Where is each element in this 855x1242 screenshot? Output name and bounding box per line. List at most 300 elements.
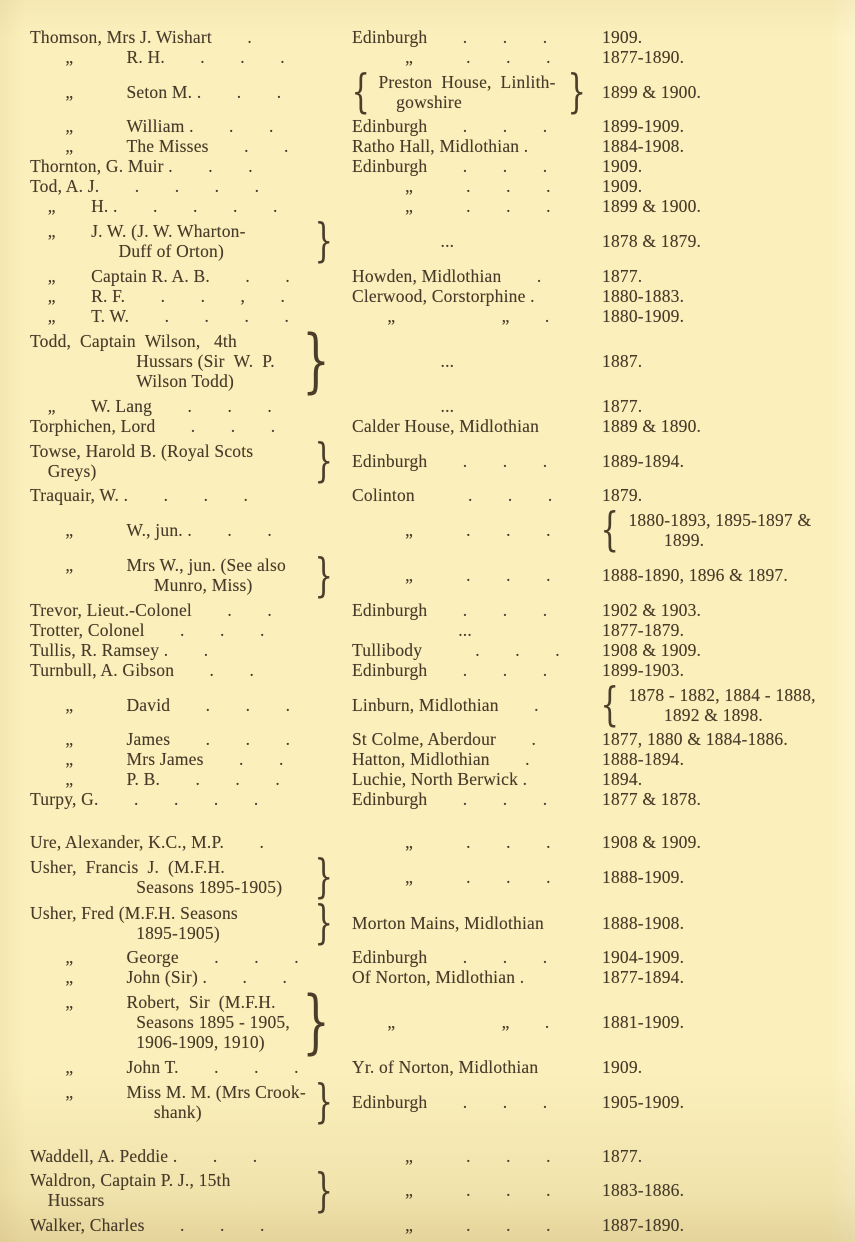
name-cell <box>30 894 352 949</box>
name-cell <box>30 1215 352 1235</box>
place-text-line: Yr. of Norton, Midlothian <box>352 1057 539 1078</box>
name-text <box>30 1215 265 1235</box>
place-text-line: Edinburgh . . . <box>352 116 548 137</box>
place-text <box>352 176 551 196</box>
place-cell <box>352 176 602 196</box>
name-cell <box>30 600 352 620</box>
name-cell <box>30 116 352 136</box>
name-text-line: Ure, Alexander, K.C., M.P. . <box>30 832 265 853</box>
name-text-line: Towse, Harold B. (Royal Scots <box>30 440 254 461</box>
directory-row <box>30 213 839 268</box>
name-cell <box>30 769 352 789</box>
place-text <box>352 620 472 640</box>
place-text-line: gowshire <box>378 91 462 112</box>
name-text-line: Seasons 1895 - 1905, <box>30 1012 290 1033</box>
years-text <box>602 729 788 749</box>
place-text-line: Edinburgh . . . <box>352 660 548 681</box>
name-text <box>30 27 252 47</box>
years-text <box>602 116 684 136</box>
place-cell <box>352 1215 602 1235</box>
name-text-line: „ John (Sir) . . . <box>30 967 288 988</box>
name-text-line: „ James . . . <box>30 729 291 750</box>
years-cell <box>602 27 839 47</box>
place-text <box>352 451 547 471</box>
years-cell <box>602 231 839 251</box>
place-cell <box>352 416 602 436</box>
name-text <box>30 789 258 809</box>
years-text <box>602 620 684 640</box>
years-text <box>602 351 642 371</box>
name-text <box>30 967 287 987</box>
place-cell <box>352 913 602 933</box>
years-text-line: 1880-1883. <box>602 285 685 306</box>
years-cell <box>602 913 839 933</box>
place-text <box>352 156 547 176</box>
years-cell <box>602 565 839 585</box>
directory-row <box>30 502 839 557</box>
name-text-line: Usher, Fred (M.F.H. Seasons <box>30 902 238 923</box>
years-text-line: 1877-1879. <box>602 620 685 641</box>
place-text <box>352 27 547 47</box>
name-text-line: „ David . . . <box>30 694 291 715</box>
name-text-line: „ Mrs James . . <box>30 749 284 770</box>
years-text-line: 1880-1909. <box>602 305 685 326</box>
place-text-line: Howden, Midlothian . <box>352 265 542 286</box>
place-cell <box>352 1057 602 1077</box>
name-text-line: Walker, Charles . . . <box>30 1215 265 1236</box>
years-text <box>602 266 642 286</box>
years-text-line: 1877-1890. <box>602 47 685 67</box>
name-cell <box>30 196 352 216</box>
name-cell <box>30 789 352 809</box>
years-cell <box>602 1146 839 1166</box>
years-text-line: 1909. <box>602 156 643 177</box>
directory-row <box>30 1162 839 1217</box>
name-text <box>30 116 274 136</box>
years-text-line: 1877 & 1878. <box>602 789 702 810</box>
years-text-line: 1909. <box>602 1057 643 1078</box>
years-cell <box>602 1012 839 1032</box>
years-text <box>602 749 684 769</box>
directory-row <box>30 432 839 487</box>
years-cell <box>602 196 839 216</box>
years-cell <box>602 749 839 769</box>
closing-brace: } <box>314 432 333 487</box>
years-cell <box>602 640 839 660</box>
place-cell <box>352 1092 602 1112</box>
directory-row <box>30 1215 839 1235</box>
name-text <box>30 992 290 1052</box>
name-cell <box>30 695 352 715</box>
name-cell <box>30 320 352 401</box>
years-text-line: 1881-1909. <box>602 1012 685 1033</box>
directory-row <box>30 64 839 118</box>
closing-brace: } <box>302 320 330 401</box>
name-cell <box>30 266 352 286</box>
years-cell <box>602 351 839 371</box>
directory-row <box>30 677 839 732</box>
place-text <box>352 116 547 136</box>
place-text <box>352 1012 550 1032</box>
years-cell <box>602 451 839 471</box>
name-text-line: Turnbull, A. Gibson . . <box>30 660 255 681</box>
name-text <box>30 640 208 660</box>
place-text <box>352 1215 551 1235</box>
years-cell <box>602 967 839 987</box>
years-text <box>602 451 684 471</box>
years-text-line: 1894. <box>602 769 643 790</box>
directory-row <box>30 286 839 306</box>
closing-brace: } <box>314 849 333 904</box>
name-cell <box>30 416 352 436</box>
years-text-line: 1878 - 1882, 1884 - 1888, <box>628 684 816 705</box>
name-cell <box>30 485 352 505</box>
place-text <box>378 72 555 112</box>
years-text-line: 1889-1894. <box>602 450 685 471</box>
name-text-line: Greys) <box>30 460 97 481</box>
years-cell <box>602 1180 839 1200</box>
place-text-line: „ „ . <box>352 1012 550 1033</box>
years-text-line: 1905-1909. <box>602 1092 685 1112</box>
place-text <box>352 136 528 156</box>
place-text-line: „ . . . <box>352 519 551 540</box>
place-text-line: ... <box>352 350 455 371</box>
name-text <box>30 695 290 715</box>
name-cell <box>30 156 352 176</box>
years-cell <box>602 769 839 789</box>
name-text <box>30 136 289 156</box>
name-text-line: „ J. W. (J. W. Wharton- <box>30 221 246 242</box>
name-text-line: Tullis, R. Ramsey . . <box>30 640 209 661</box>
name-text <box>30 1057 299 1077</box>
place-text <box>352 266 541 286</box>
place-text <box>352 967 524 987</box>
years-text-line: 1887. <box>602 350 643 371</box>
place-text <box>352 867 551 887</box>
directory-row <box>30 266 839 286</box>
years-text <box>602 867 684 887</box>
place-text <box>352 351 454 371</box>
name-text <box>30 769 280 789</box>
directory-row <box>30 967 839 987</box>
directory-list <box>30 27 839 1235</box>
name-text-line: Tod, A. J. . . . . <box>30 176 260 197</box>
name-text-line: Hussars <box>30 1190 105 1211</box>
place-cell <box>352 565 602 585</box>
place-cell <box>352 620 602 640</box>
place-cell <box>352 396 602 416</box>
directory-row <box>30 600 839 620</box>
place-text-line: Colinton . . . <box>352 485 553 506</box>
place-text-line: Edinburgh . . . <box>352 600 548 621</box>
place-cell <box>352 789 602 809</box>
name-text-line: 1895-1905) <box>30 922 220 943</box>
name-text-line: „ T. W. . . . . <box>30 305 290 326</box>
place-cell <box>352 266 602 286</box>
name-text <box>30 306 289 326</box>
years-cell <box>602 1215 839 1235</box>
years-cell <box>602 867 839 887</box>
years-cell <box>602 947 839 967</box>
directory-row <box>30 729 839 749</box>
place-text-line: „ . . . <box>352 196 551 217</box>
place-text-line: ... <box>352 395 455 416</box>
name-text-line: Thomson, Mrs J. Wishart . <box>30 27 252 47</box>
name-cell <box>30 749 352 769</box>
years-text-line: 1908 & 1909. <box>602 640 702 661</box>
name-text <box>30 156 253 176</box>
name-text <box>30 1170 231 1210</box>
name-text <box>30 221 246 261</box>
name-text-line: „ Miss M. M. (Mrs Crook- <box>30 1082 306 1102</box>
opening-brace: { <box>600 677 619 732</box>
place-text <box>352 416 539 436</box>
place-cell <box>352 351 602 371</box>
name-text-line: shank) <box>30 1102 202 1122</box>
place-text-line: Linburn, Midlothian . <box>352 694 539 715</box>
name-cell <box>30 729 352 749</box>
name-text <box>30 82 281 102</box>
place-text <box>352 695 539 715</box>
name-text-line: „ W., jun. . . . <box>30 519 272 540</box>
years-text-line: 1877. <box>602 1145 643 1166</box>
place-text <box>352 196 551 216</box>
directory-row <box>30 116 839 136</box>
directory-row <box>30 640 839 660</box>
place-text <box>352 231 454 251</box>
name-cell <box>30 947 352 967</box>
years-text <box>628 510 811 550</box>
directory-row <box>30 547 839 602</box>
years-text <box>602 1092 684 1112</box>
years-text <box>602 286 684 306</box>
years-text-line: 1902 & 1903. <box>602 600 702 621</box>
years-text <box>602 396 642 416</box>
years-text <box>602 769 642 789</box>
years-cell <box>602 116 839 136</box>
years-text <box>602 1180 684 1200</box>
name-text <box>30 396 272 416</box>
place-cell <box>352 967 602 987</box>
name-text-line: Waldron, Captain P. J., 15th <box>30 1170 231 1191</box>
place-cell <box>352 27 602 47</box>
place-cell <box>352 695 602 715</box>
years-cell <box>602 416 839 436</box>
place-text-line: Edinburgh . . . <box>352 450 548 471</box>
place-text-line: Edinburgh . . . <box>352 27 548 47</box>
place-cell <box>352 1146 602 1166</box>
directory-row <box>30 306 839 326</box>
closing-brace: } <box>314 547 333 602</box>
years-text-line: 1887-1890. <box>602 1215 685 1236</box>
place-text <box>352 286 535 306</box>
name-text <box>30 832 264 852</box>
place-text <box>352 1092 547 1112</box>
place-cell <box>352 306 602 326</box>
closing-brace: } <box>314 1074 333 1129</box>
years-cell <box>602 306 839 326</box>
name-cell <box>30 640 352 660</box>
closing-brace: } <box>314 213 333 268</box>
name-text-line: „ George . . . <box>30 947 299 968</box>
name-text-line: „ W. Lang . . . <box>30 395 273 416</box>
name-text <box>30 331 275 391</box>
directory-row <box>30 27 839 47</box>
years-text-line: 1909. <box>602 176 643 197</box>
closing-brace: } <box>302 982 330 1063</box>
years-text-line: 1892 & 1898. <box>628 704 764 725</box>
name-cell <box>30 832 352 852</box>
name-cell <box>30 849 352 904</box>
name-text <box>30 416 275 436</box>
years-text-line: 1899 & 1900. <box>602 196 702 217</box>
name-cell <box>30 213 352 268</box>
directory-row <box>30 396 839 416</box>
years-text <box>602 1057 642 1077</box>
name-text-line: „ William . . . <box>30 116 274 137</box>
years-cell <box>602 832 839 852</box>
place-text-line: „ . . . <box>352 1180 551 1201</box>
name-text <box>30 749 284 769</box>
name-text-line: Todd, Captain Wilson, 4th <box>30 330 237 351</box>
place-text-line: Tullibody . . . <box>352 640 560 661</box>
years-text-line: 1889 & 1890. <box>602 415 702 436</box>
directory-row <box>30 894 839 949</box>
directory-row <box>30 196 839 216</box>
directory-row <box>30 789 839 809</box>
place-text-line: „ . . . <box>352 47 551 67</box>
place-cell <box>352 832 602 852</box>
years-text-line: 1879. <box>602 485 643 506</box>
name-cell <box>30 27 352 47</box>
name-text <box>30 600 272 620</box>
years-text-line: 1904-1909. <box>602 947 685 968</box>
place-text-line: ... <box>352 231 455 252</box>
closing-brace: } <box>567 64 586 118</box>
place-text <box>352 832 551 852</box>
directory-row <box>30 47 839 67</box>
place-cell <box>352 729 602 749</box>
years-text <box>602 1012 684 1032</box>
place-text <box>352 600 547 620</box>
years-text-line: 1880-1893, 1895-1897 & <box>628 509 812 530</box>
place-cell <box>352 520 602 540</box>
place-text <box>352 729 536 749</box>
directory-row <box>30 156 839 176</box>
years-text-line: 1909. <box>602 27 643 47</box>
name-cell <box>30 136 352 156</box>
years-text-line: 1899-1909. <box>602 116 685 137</box>
name-text-line: „ Seton M. . . . <box>30 81 282 102</box>
place-text <box>352 947 547 967</box>
directory-row <box>30 485 839 505</box>
place-cell <box>352 156 602 176</box>
place-text-line: Of Norton, Midlothian . <box>352 967 525 988</box>
place-cell <box>352 286 602 306</box>
place-cell <box>352 867 602 887</box>
years-cell <box>602 47 839 67</box>
place-text <box>352 660 547 680</box>
name-cell <box>30 176 352 196</box>
years-text-line: 1877. <box>602 265 643 286</box>
years-cell <box>602 82 839 102</box>
name-text-line: Turpy, G. . . . . <box>30 789 259 810</box>
directory-row <box>30 1146 839 1166</box>
years-cell <box>602 396 839 416</box>
closing-brace: } <box>314 1162 333 1217</box>
name-text <box>30 520 272 540</box>
place-cell <box>352 231 602 251</box>
place-text-line: Edinburgh . . . <box>352 1092 548 1112</box>
name-text <box>30 555 286 595</box>
name-text-line: Traquair, W. . . . . <box>30 485 249 506</box>
years-text <box>602 1215 684 1235</box>
years-text-line: 1877. <box>602 395 643 416</box>
name-text <box>30 903 238 943</box>
name-text <box>30 196 278 216</box>
years-text-line: 1899-1903. <box>602 660 685 681</box>
years-text-line: 1899 & 1900. <box>602 81 702 102</box>
place-text <box>352 485 552 505</box>
years-text <box>602 176 642 196</box>
opening-brace: { <box>600 502 619 557</box>
years-cell <box>602 620 839 640</box>
name-cell <box>30 520 352 540</box>
name-text-line: „ Captain R. A. B. . . <box>30 265 290 286</box>
years-text <box>602 565 788 585</box>
opening-brace: { <box>351 64 370 118</box>
name-cell <box>30 1146 352 1166</box>
years-cell <box>600 677 839 732</box>
name-cell <box>30 660 352 680</box>
place-text <box>352 565 551 585</box>
years-cell <box>602 176 839 196</box>
years-text <box>602 832 701 852</box>
place-cell <box>352 1012 602 1032</box>
place-text <box>352 520 551 540</box>
years-text <box>602 913 684 933</box>
name-text-line: Trevor, Lieut.-Colonel . . <box>30 600 272 621</box>
place-text <box>352 396 454 416</box>
years-text <box>602 600 701 620</box>
name-text-line: Trotter, Colonel . . . <box>30 620 265 641</box>
years-text <box>602 1146 642 1166</box>
place-text-line: Edinburgh . . . <box>352 947 548 968</box>
place-text <box>352 789 547 809</box>
place-cell <box>352 660 602 680</box>
name-text-line: Munro, Miss) <box>30 575 253 596</box>
name-text <box>30 266 290 286</box>
name-text-line: „ R. F. . . , . <box>30 285 286 306</box>
name-text <box>30 441 253 481</box>
years-cell <box>602 1092 839 1112</box>
place-cell <box>352 640 602 660</box>
place-cell <box>352 1180 602 1200</box>
place-text-line: „ . . . <box>352 1145 551 1166</box>
name-cell <box>30 1074 352 1129</box>
name-text-line: Usher, Francis J. (M.F.H. <box>30 857 225 878</box>
years-text-line: 1888-1908. <box>602 912 685 933</box>
place-text <box>352 640 560 660</box>
name-text <box>30 947 299 967</box>
name-cell <box>30 47 352 67</box>
place-text-line: St Colme, Aberdour . <box>352 729 537 750</box>
name-text <box>30 660 254 680</box>
name-cell <box>30 432 352 487</box>
directory-row <box>30 849 839 904</box>
name-text-line: „ R. H. . . . <box>30 47 285 67</box>
years-text-line: 1877-1894. <box>602 967 685 988</box>
